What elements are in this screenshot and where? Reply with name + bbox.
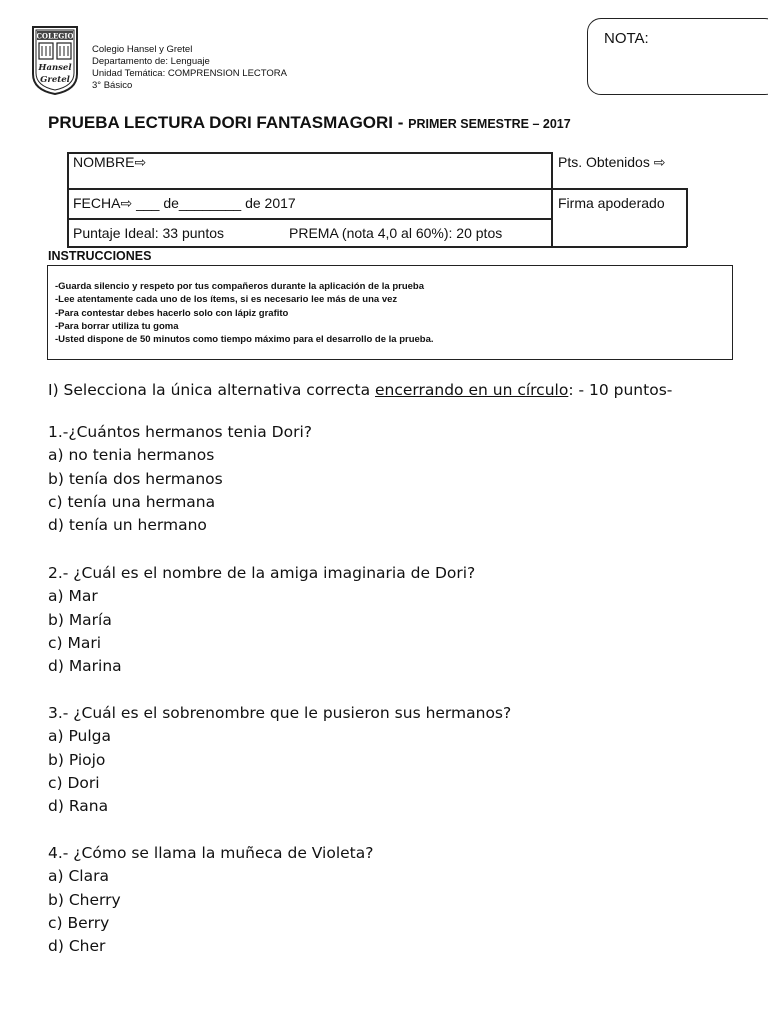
question-text: 2.- ¿Cuál es el nombre de la amiga imaginaria de Dori? — [48, 564, 476, 582]
answer-option[interactable]: a) Pulga — [48, 727, 112, 746]
instruction-item: -Para borrar utiliza tu goma — [55, 320, 179, 332]
grade: 3° Básico — [92, 80, 133, 91]
answer-option[interactable]: d) Cher — [48, 937, 106, 956]
page-title — [48, 113, 571, 133]
question-text: 1.-¿Cuántos hermanos tenia Dori? — [48, 423, 312, 441]
school-logo — [30, 24, 80, 96]
question-3 — [48, 702, 511, 818]
name-field[interactable]: NOMBRE⇨ — [73, 154, 147, 170]
answer-option[interactable]: d) Rana — [48, 797, 109, 816]
ideal-score: Puntaje Ideal: 33 puntos — [73, 225, 225, 241]
guardian-signature-field[interactable]: Firma apoderado — [558, 195, 665, 211]
answer-option[interactable]: d) Marina — [48, 657, 122, 676]
unit: Unidad Temática: COMPRENSION LECTORA — [92, 68, 287, 79]
section-heading — [48, 381, 672, 399]
instruction-item: -Lee atentamente cada uno de los ítems, si es necesario lee más de una vez — [55, 294, 398, 306]
question-text: 3.- ¿Cuál es el sobrenombre que le pusieron sus hermanos? — [48, 704, 512, 722]
answer-option[interactable]: c) Mari — [48, 633, 102, 652]
section-prefix: I) Selecciona la única alternativa correcta — [48, 381, 375, 399]
answer-option[interactable]: c) Berry — [48, 913, 110, 932]
answer-option[interactable]: b) tenía dos hermanos — [48, 469, 223, 488]
answer-option[interactable]: d) tenía un hermano — [48, 516, 207, 535]
question-4 — [48, 842, 374, 958]
svg-text:Hansel: Hansel — [38, 63, 72, 73]
instruction-item: -Usted dispone de 50 minutos como tiempo máximo para el desarrollo de la prueba. — [55, 334, 434, 346]
instruction-item: -Para contestar debes hacerlo solo con lápiz grafito — [55, 307, 289, 319]
grade-box[interactable] — [587, 18, 768, 95]
instruction-item: -Guarda silencio y respeto por tus compañeros durante la aplicación de la prueba — [55, 281, 425, 292]
question-text: 4.- ¿Cómo se llama la muñeca de Violeta? — [48, 844, 374, 862]
school-name: Colegio Hansel y Gretel — [92, 44, 193, 55]
answer-option[interactable]: c) tenía una hermana — [48, 492, 216, 511]
answer-option[interactable]: b) Cherry — [48, 890, 121, 909]
question-1 — [48, 421, 312, 537]
answer-option[interactable]: c) Dori — [48, 773, 100, 792]
svg-text:Gretel: Gretel — [40, 75, 70, 85]
title-main: PRUEBA LECTURA DORI FANTASMAGORI - — [48, 113, 409, 132]
answer-option[interactable]: b) Piojo — [48, 750, 106, 769]
answer-option[interactable]: a) Mar — [48, 587, 98, 606]
answer-option[interactable]: b) María — [48, 610, 112, 629]
prema-score: PREMA (nota 4,0 al 60%): 20 ptos — [289, 225, 503, 241]
question-2 — [48, 562, 475, 678]
department: Departamento de: Lenguaje — [92, 56, 210, 67]
date-field[interactable]: FECHA⇨ ___ de________ de 2017 — [73, 195, 296, 211]
instructions-title: INSTRUCCIONES — [48, 249, 152, 263]
section-suffix: : - 10 puntos- — [568, 381, 673, 399]
answer-option[interactable]: a) no tenia hermanos — [48, 446, 215, 465]
answer-option[interactable]: a) Clara — [48, 867, 109, 886]
points-field[interactable]: Pts. Obtenidos ⇨ — [558, 154, 666, 170]
student-info-table — [67, 150, 687, 247]
school-header — [92, 44, 287, 92]
grade-label: NOTA: — [604, 30, 649, 47]
svg-text:COLEGIO: COLEGIO — [36, 31, 74, 41]
instructions-list — [55, 280, 434, 346]
title-sub: PRIMER SEMESTRE – 2017 — [408, 117, 571, 131]
section-underlined: encerrando en un círculo — [375, 381, 569, 399]
